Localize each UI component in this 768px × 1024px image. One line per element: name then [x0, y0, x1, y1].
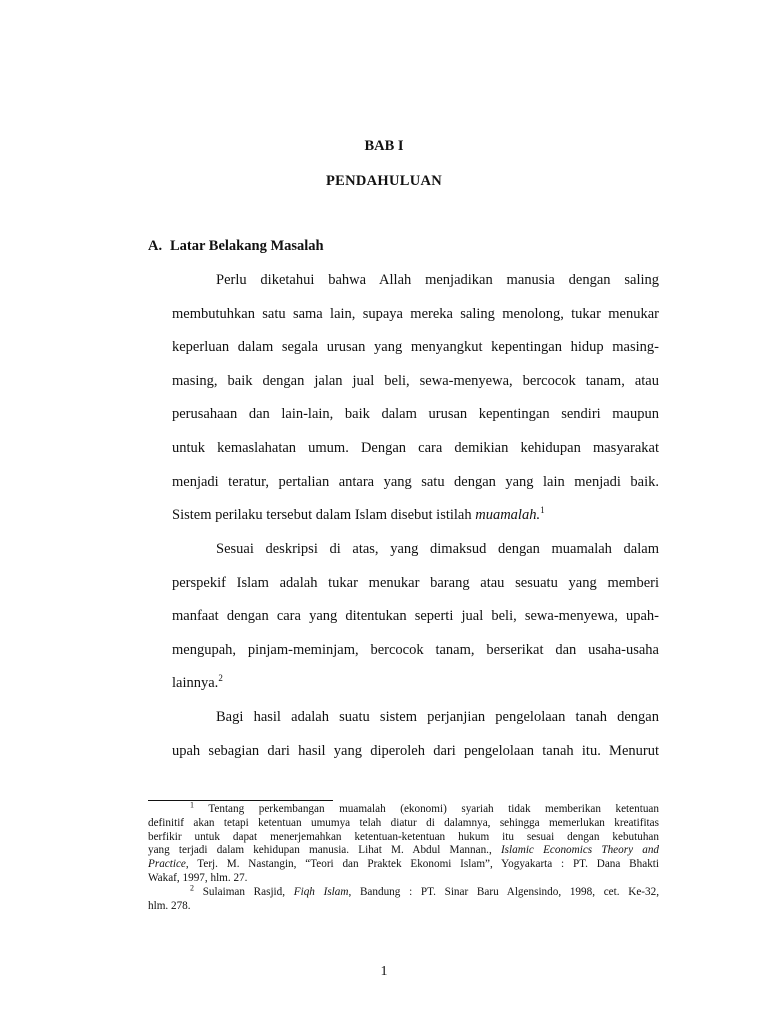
footnote-text: , Terj. M. Nastangin, “Teori dan Praktek Ekonomi Islam”, Yogyakarta : PT. Dana Bhakti: [185, 858, 659, 871]
footnote-number: 2: [190, 883, 194, 893]
paragraph-line: mengupah, pinjam-meminjam, bercocok tanam, berserikat dan usaha-usaha: [172, 641, 659, 658]
footnote-line: [148, 844, 659, 858]
chapter-title: PENDAHULUAN: [325, 173, 443, 189]
paragraph-line: Bagi hasil adalah suatu sistem perjanjian pengelolaan tanah dengan: [216, 709, 659, 725]
paragraph-line: perusahaan dan lain-lain, baik dalam urusan kepentingan sendiri maupun: [172, 406, 659, 423]
paragraph-line: Sesuai deskripsi di atas, yang dimaksud dengan muamalah dalam: [216, 541, 659, 557]
footnote-text: yang terjadi dalam kehidupan manusia. Lihat M. Abdul Mannan.,: [148, 844, 501, 857]
page-number: 1: [380, 964, 388, 979]
paragraph-3: [172, 701, 659, 768]
paragraph-line: keperluan dalam segala urusan yang menyangkut kepentingan hidup masing-: [172, 339, 659, 356]
footnote-text: , Bandung : PT. Sinar Baru Algensindo, 1998, cet. Ke-32,: [348, 885, 659, 898]
section-heading: [148, 238, 324, 255]
paragraph-line: [172, 667, 659, 701]
paragraph-line: [172, 499, 659, 533]
footnote-line: [148, 800, 659, 817]
paragraph-line: upah sebagian dari hasil yang diperoleh dari pengelolaan tanah itu. Menurut: [172, 742, 659, 759]
footnotes: [148, 800, 660, 913]
footnote-book-title: Islamic Economics Theory and: [500, 844, 660, 857]
footnote-line: [148, 858, 659, 872]
footnote-line: hlm. 278.: [148, 899, 191, 912]
paragraph-line: perspekif Islam adalah tukar menukar barang atau sesuatu yang memberi: [172, 574, 659, 591]
paragraph-line: menjadi teratur, pertalian antara yang satu dengan yang lain menjadi baik.: [172, 473, 659, 490]
footnote-text: Tentang perkembangan muamalah (ekonomi) syariah tidak memberikan ketentuan: [208, 803, 659, 815]
footnote-line: Wakaf, 1997, hlm. 27.: [148, 871, 248, 884]
footnote-reference: 1: [540, 505, 545, 516]
footnote-separator: [148, 800, 333, 801]
footnote-line: berfikir untuk dapat menerjemahkan ketentuan-ketentuan hukum itu sesuai dengan kebutuhan: [148, 830, 659, 843]
paragraph-text: lainnya.: [172, 675, 219, 692]
footnote-text: Sulaiman Rasjid,: [202, 885, 294, 898]
paragraph-line: masing, baik dengan jalan jual beli, sewa-menyewa, bercocok tanam, atau: [172, 372, 659, 389]
chapter-number: BAB I: [364, 138, 404, 154]
footnote-number: 1: [190, 800, 194, 810]
paragraph-line: Perlu diketahui bahwa Allah menjadikan manusia dengan saling: [216, 272, 659, 288]
paragraph-line: membutuhkan satu sama lain, supaya mereka saling menolong, tukar menukar: [172, 305, 659, 322]
italic-term: muamalah.: [475, 507, 541, 524]
footnote-book-title: Practice: [148, 858, 186, 871]
section-letter: A.: [148, 238, 163, 254]
section-title: Latar Belakang Masalah: [170, 238, 324, 254]
footnote-line: [148, 883, 659, 900]
footnote-book-title: Fiqh Islam: [293, 885, 349, 898]
paragraph-line: manfaat dengan cara yang ditentukan seperti jual beli, sewa-menyewa, upah-: [172, 608, 659, 625]
footnote-reference: 2: [218, 673, 223, 684]
paragraph-2: [172, 533, 659, 701]
paragraph-line: untuk kemaslahatan umum. Dengan cara demikian kehidupan masyarakat: [172, 439, 659, 456]
paragraph-text: Sistem perilaku tersebut dalam Islam disebut istilah: [172, 507, 476, 524]
footnote-line: definitif akan tetapi ketentuan umumya telah diatur di dalamnya, sehingga memerlukan kreatifitas: [148, 816, 659, 829]
paragraph-1: [172, 264, 659, 533]
